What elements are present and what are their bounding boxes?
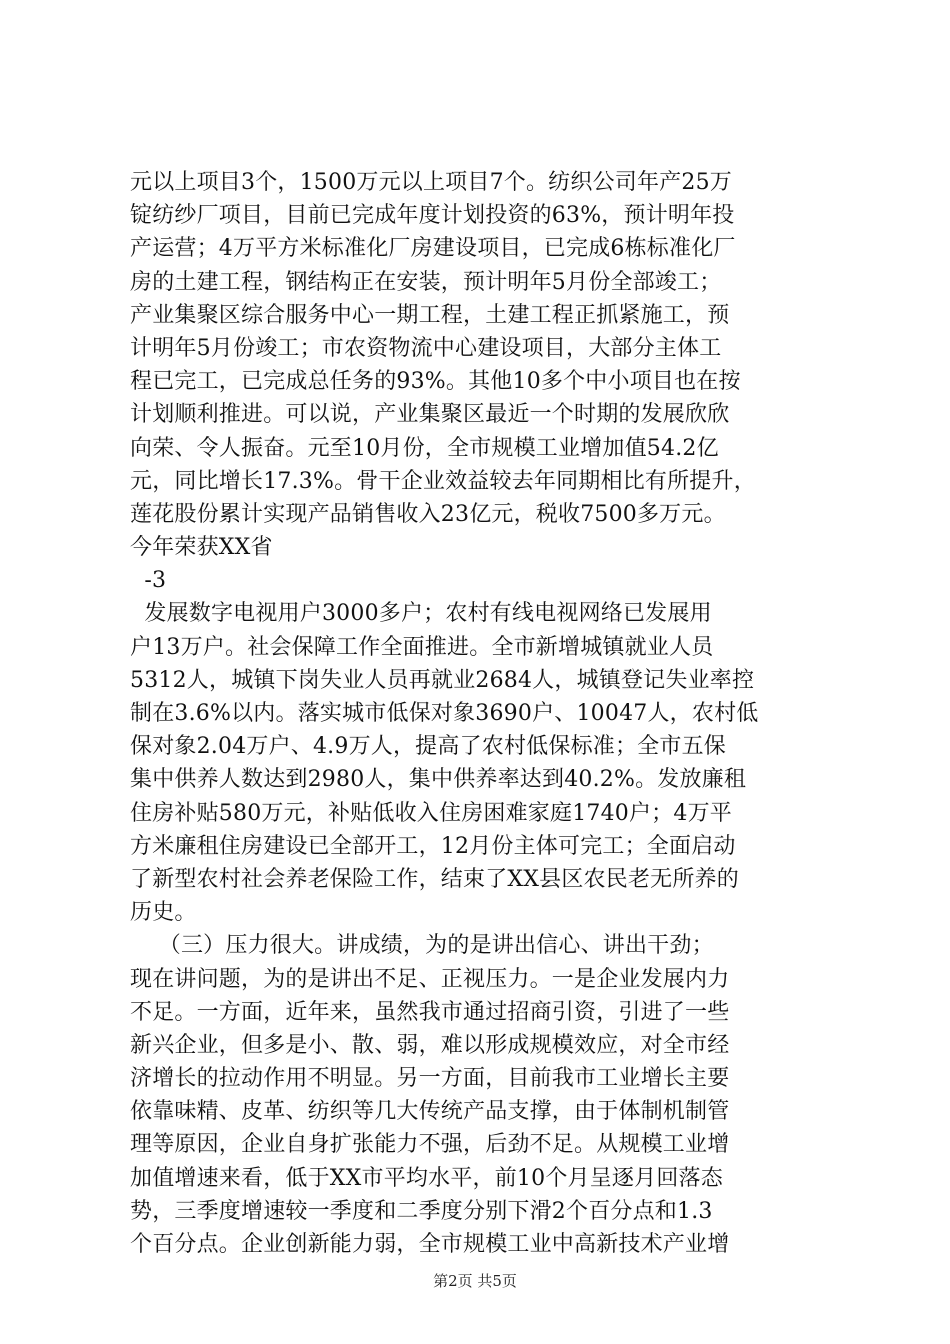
text-line: 了新型农村社会养老保险工作，结束了XX县区农民老无所养的 — [130, 866, 739, 892]
text-line: （三）压力很大。讲成绩，为的是讲出信心、讲出干劲； — [130, 933, 714, 959]
body-text — [130, 166, 830, 1261]
text-line: 集中供养人数达到2980人，集中供养率达到40.2%。发放廉租 — [130, 767, 747, 793]
text-line: 制在3.6%以内。落实城市低保对象3690户、10047人，农村低 — [130, 701, 759, 726]
text-line: 新兴企业，但多是小、散、弱，难以形成规模效应，对全市经 — [130, 1032, 730, 1058]
text-line: 莲花股份累计实现产品销售收入23亿元，税收7500多万元。 — [130, 501, 726, 527]
text-line: 计划顺利推进。可以说，产业集聚区最近一个时期的发展欣欣 — [130, 402, 730, 428]
text-line: 产业集聚区综合服务中心一期工程，土建工程正抓紧施工，预 — [130, 302, 730, 328]
text-line: 方米廉租住房建设已全部开工，12月份主体可完工；全面启动 — [130, 833, 736, 859]
text-line: 历史。 — [130, 900, 197, 926]
text-line: 元以上项目3个，1500万元以上项目7个。纺织公司年产25万 — [130, 170, 732, 195]
text-line: 理等原因，企业自身扩张能力不强，后劲不足。从规模工业增 — [130, 1132, 730, 1158]
text-line: 保对象2.04万户、4.9万人，提高了农村低保标准；全市五保 — [130, 734, 726, 760]
text-line: 住房补贴580万元，补贴低收入住房困难家庭1740户；4万平 — [130, 800, 732, 826]
text-line: 加值增速来看，低于XX市平均水平，前10个月呈逐月回落态 — [130, 1165, 723, 1191]
text-line: 向荣、令人振奋。元至10月份，全市规模工业增加值54.2亿 — [130, 435, 719, 461]
text-line: 今年荣获XX省 — [130, 535, 273, 561]
text-line: 程已完工，已完成总任务的93%。其他10多个中小项目也在按 — [130, 369, 741, 395]
text-line: 济增长的拉动作用不明显。另一方面，目前我市工业增长主要 — [130, 1066, 730, 1092]
text-line: 产运营；4万平方米标准化厂房建设项目，已完成6栋标准化厂 — [130, 236, 736, 262]
text-line: 房的土建工程，钢结构正在安装，预计明年5月份全部竣工； — [130, 269, 722, 295]
text-line: 势，三季度增速较一季度和二季度分别下滑2个百分点和1.3 — [130, 1198, 713, 1224]
text-line: 不足。一方面，近年来，虽然我市通过招商引资，引进了一些 — [130, 999, 730, 1025]
text-line: 现在讲问题，为的是讲出不足、正视压力。一是企业发展内力 — [130, 966, 730, 992]
text-line: 锭纺纱厂项目，目前已完成年度计划投资的63%，预计明年投 — [130, 203, 735, 229]
text-line: 5312人，城镇下岗失业人员再就业2684人，城镇登记失业率控 — [130, 667, 755, 693]
text-line: 元，同比增长17.3%。骨干企业效益较去年同期相比有所提升， — [130, 468, 756, 494]
text-line: 个百分点。企业创新能力弱，全市规模工业中高新技术产业增 — [130, 1232, 730, 1257]
text-line: 计明年5月份竣工；市农资物流中心建设项目，大部分主体工 — [130, 335, 722, 361]
text-line: -3 — [130, 568, 167, 594]
text-line: 依靠味精、皮革、纺织等几大传统产品支撑，由于体制机制管 — [130, 1099, 730, 1125]
text-line: 户13万户。社会保障工作全面推进。全市新增城镇就业人员 — [130, 634, 714, 660]
page-footer: 第2页 共5页 — [433, 1272, 517, 1290]
text-line: 发展数字电视用户3000多户；农村有线电视网络已发展用 — [130, 601, 712, 627]
